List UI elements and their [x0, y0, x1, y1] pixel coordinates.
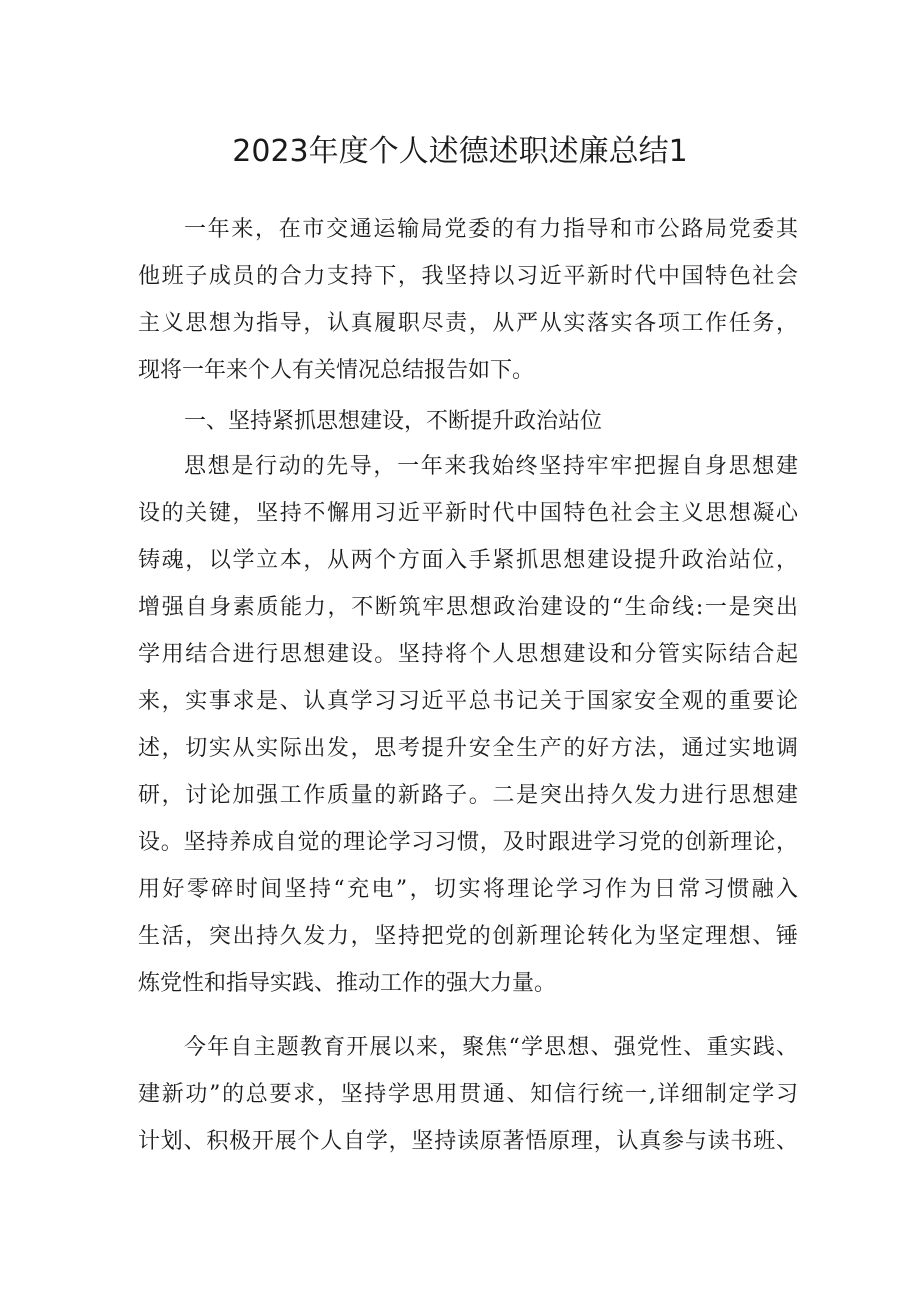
- paragraph-line: 研，讨论加强工作质量的新路子。二是突出持久发力进行思想建: [138, 783, 798, 808]
- paragraph-line: 主义思想为指导，认真履职尽责，从严从实落实各项工作任务，: [138, 311, 798, 336]
- section-heading: 一、坚持紧抓思想建设，不断提升政治站位: [184, 409, 603, 434]
- paragraph-line: 来，实事求是、认真学习习近平总书记关于国家安全观的重要论: [138, 689, 798, 714]
- paragraph-line: 铸魂，以学立本，从两个方面入手紧抓思想建设提升政治站位，: [138, 548, 798, 573]
- document-title: 2023年度个人述德述职述廉总结1: [232, 134, 688, 169]
- paragraph-line: 一年来，在市交通运输局党委的有力指导和市公路局党委其: [184, 217, 798, 242]
- paragraph-line: 建新功”的总要求，坚持学思用贯通、知信行统一,详细制定学习: [138, 1082, 798, 1107]
- paragraph-line: 计划、积极开展个人自学，坚持读原著悟原理，认真参与读书班、: [138, 1129, 798, 1154]
- paragraph-line: 用好零碎时间坚持“充电”，切实将理论学习作为日常习惯融入: [138, 877, 798, 902]
- paragraph-line: 学用结合进行思想建设。坚持将个人思想建设和分管实际结合起: [138, 642, 798, 667]
- paragraph-line: 今年自主题教育开展以来，聚焦“学思想、强党性、重实践、: [184, 1035, 798, 1060]
- paragraph-line: 设的关键，坚持不懈用习近平新时代中国特色社会主义思想凝心: [138, 501, 798, 526]
- paragraph-line: 述，切实从实际出发，思考提升安全生产的好方法，通过实地调: [138, 736, 798, 761]
- paragraph-line: 增强自身素质能力，不断筑牢思想政治建设的“生命线:一是突出: [138, 595, 798, 620]
- paragraph-line: 设。坚持养成自觉的理论学习习惯，及时跟进学习党的创新理论，: [138, 830, 798, 855]
- paragraph-line: 炼党性和指导实践、推动工作的强大力量。: [138, 971, 557, 996]
- paragraph-line: 思想是行动的先导，一年来我始终坚持牢牢把握自身思想建: [184, 454, 798, 479]
- paragraph-line: 他班子成员的合力支持下，我坚持以习近平新时代中国特色社会: [138, 264, 798, 289]
- paragraph-line: 现将一年来个人有关情况总结报告如下。: [138, 358, 535, 383]
- paragraph-line: 生活，突出持久发力，坚持把党的创新理论转化为坚定理想、锤: [138, 924, 798, 949]
